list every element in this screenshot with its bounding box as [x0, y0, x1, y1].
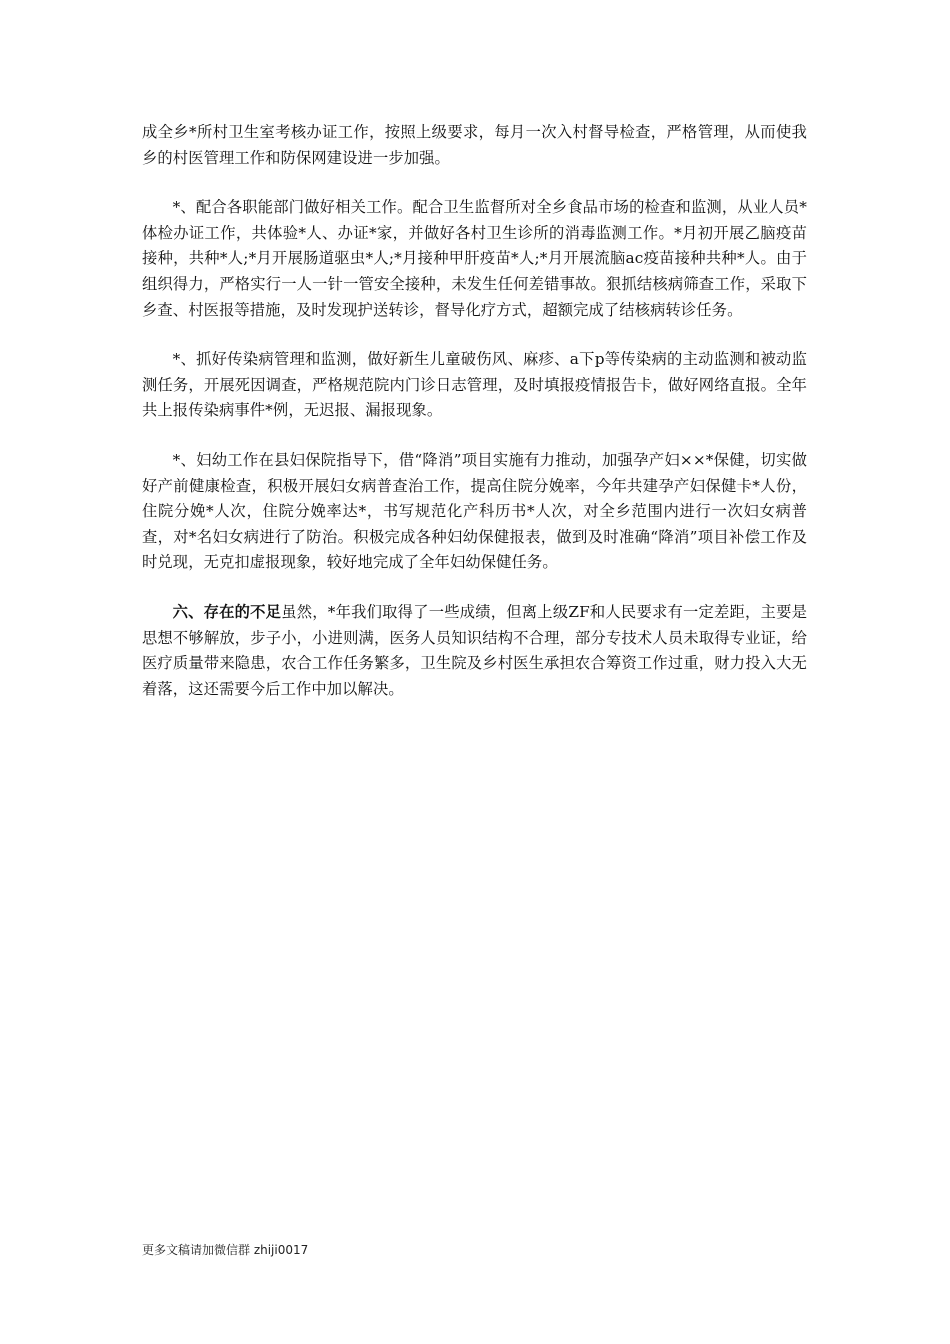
- document-body: [142, 120, 807, 726]
- paragraph-text: 成全乡*所村卫生室考核办证工作，按照上级要求，每月一次入村督导检查，严格管理，从而使我乡的村医管理工作和防保网建设进一步加强。: [142, 123, 807, 167]
- paragraph-text: *、抓好传染病管理和监测，做好新生儿童破伤风、麻疹、a下p等传染病的主动监测和被动监测任务，开展死因调查，严格规范院内门诊日志管理，及时填报疫情报告卡，做好网络直报。全年共上报传染病事件*例，无迟报、漏报现象。: [142, 350, 807, 420]
- paragraph-text: *、配合各职能部门做好相关工作。配合卫生监督所对全乡食品市场的检查和监测，从业人员*体检办证工作，共体验*人、办证*家，并做好各村卫生诊所的消毒监测工作。*月初开展乙脑疫苗接种，共种*人;*月开展肠道驱虫*人;*月接种甲肝疫苗*人;*月开展流脑ac疫苗接种共种*人。由于组织得力，严格实行一人一针一管安全接种，未发生任何差错事故。狠抓结核病筛查工作，采取下乡查、村医报等措施，及时发现护送转诊，督导化疗方式，超额完成了结核病转诊任务。: [142, 198, 807, 319]
- paragraph-shortcomings: [142, 600, 807, 702]
- section-heading: 六、存在的不足: [172, 602, 282, 621]
- paragraph-text: 虽然，*年我们取得了一些成绩，但离上级ZF和人民要求有一定差距，主要是思想不够解放，步子小，小进则满，医务人员知识结构不合理，部分专技术人员未取得专业证，给医疗质量带来隐患，农合工作任务繁多，卫生院及乡村医生承担农合筹资工作过重，财力投入大无着落，这还需要今后工作中加以解决。: [142, 602, 807, 698]
- paragraph-infectious-disease: [142, 347, 807, 424]
- paragraph-text: *、妇幼工作在县妇保院指导下，借“降消”项目实施有力推动，加强孕产妇××*保健，切实做好产前健康检查，积极开展妇女病普查治工作，提高住院分娩率，今年共建孕产妇保健卡*人份，住院分娩*人次，住院分娩率达*，书写规范化产科历书*人次，对全乡范围内进行一次妇女病普查，对*名妇女病进行了防治。积极完成各种妇幼保健报表，做到及时准确“降消”项目补偿工作及时兑现，无克扣虚报现象，较好地完成了全年妇幼保健任务。: [142, 450, 807, 572]
- paragraph-maternal-child-health: [142, 448, 807, 576]
- paragraph-coordination-work: [142, 195, 807, 323]
- footer-note: 更多文稿请加微信群 zhiji0017: [142, 1243, 309, 1257]
- paragraph-village-clinic-management: [142, 120, 807, 171]
